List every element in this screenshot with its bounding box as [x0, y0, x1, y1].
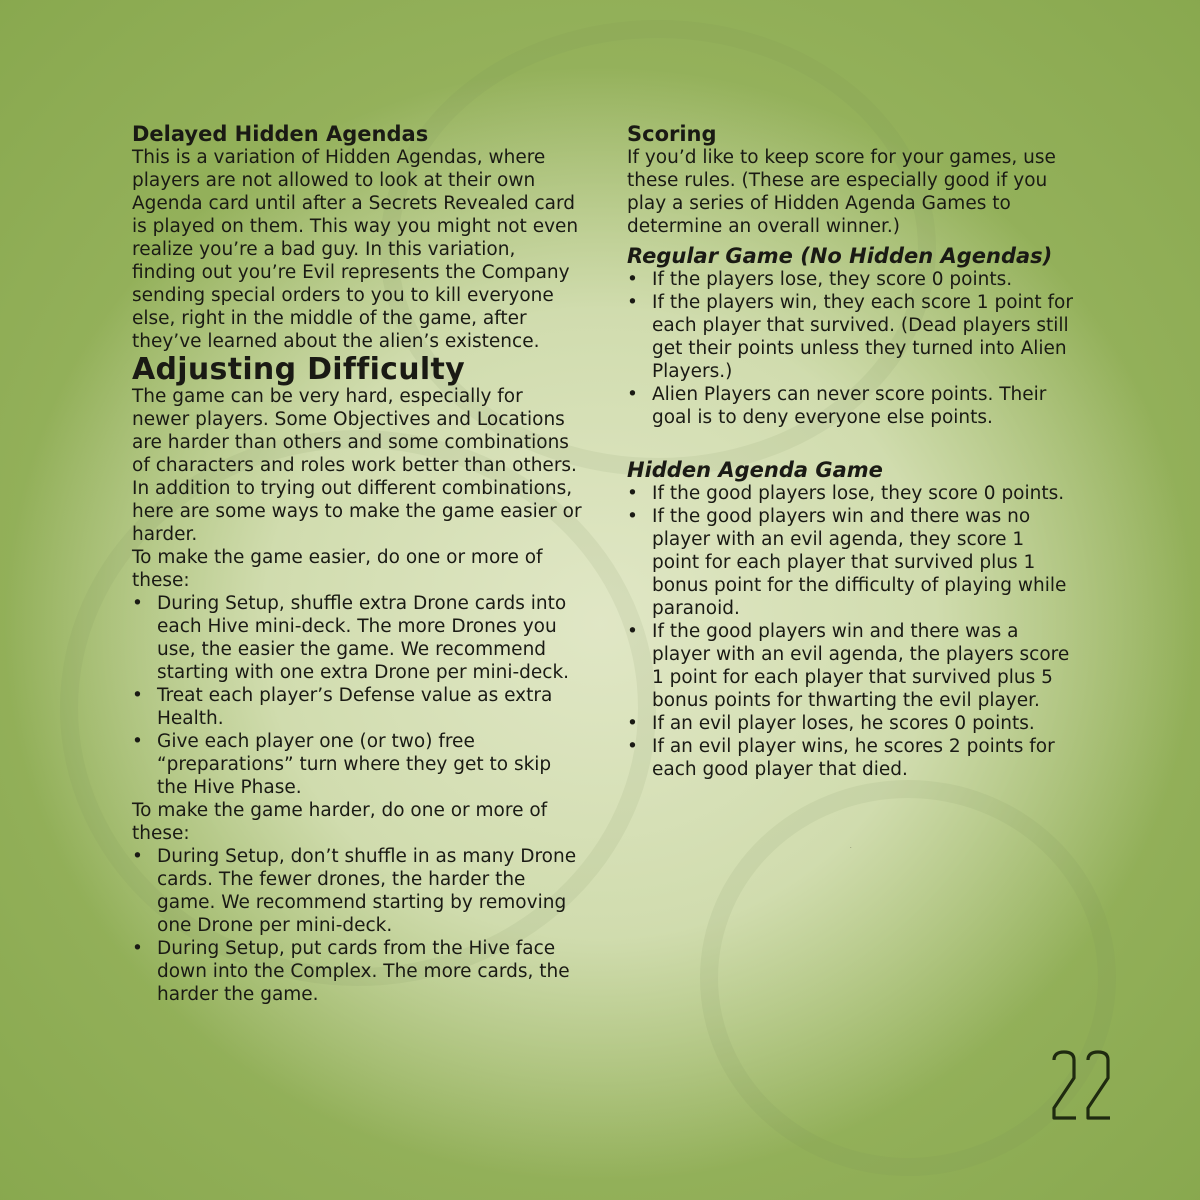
easier-intro: To make the game easier, do one or more of these:: [132, 547, 543, 591]
list-item: • If the good players win and there was a player with an evil agenda, the players score 1 point for each player that survived plus 5 bonus points for thwarting the evil player.: [627, 620, 1077, 712]
left-column: [132, 122, 582, 1006]
list-item: • If the good players win and there was no player with an evil agenda, they score 1 point for each player that survived plus 1 bonus point for the difficulty of playing while paranoid.: [627, 505, 1077, 620]
scoring-heading: Scoring: [627, 122, 717, 146]
hidden-agenda-game-heading: Hidden Agenda Game: [627, 458, 883, 482]
adjusting-difficulty-body: The game can be very hard, especially for newer players. Some Objectives and Locations are harder than others and some combinations of characters and roles work better than others. In addition to trying out different combinations, here are some ways to make the game easier or harder.: [132, 386, 582, 545]
list-item: • Give each player one (or two) free “preparations” turn where they get to skip the Hive Phase.: [132, 730, 582, 799]
page-number-digit-2: [1088, 1052, 1110, 1118]
list-item: • During Setup, shuffle extra Drone cards into each Hive mini-deck. The more Drones you use, the easier the game. We recommend starting with one extra Drone per mini-deck.: [132, 592, 582, 684]
hidden-agenda-list: [627, 482, 1077, 781]
list-item: • If the players lose, they score 0 points.: [627, 268, 1077, 291]
adjusting-difficulty-heading: Adjusting Difficulty: [132, 352, 465, 387]
list-item: • Alien Players can never score points. Their goal is to deny everyone else points.: [627, 383, 1077, 429]
list-item: • During Setup, put cards from the Hive face down into the Complex. The more cards, the harder the game.: [132, 937, 582, 1006]
easier-list: [132, 592, 582, 799]
harder-intro: To make the game harder, do one or more of these:: [132, 800, 548, 844]
list-item: • If the good players lose, they score 0 points.: [627, 482, 1077, 505]
regular-game-list: [627, 268, 1077, 429]
list-item: • If an evil player loses, he scores 0 points.: [627, 712, 1077, 735]
section-spacer: [627, 429, 1077, 452]
page-number-digit-1: [1054, 1052, 1076, 1118]
list-item: • Treat each player’s Defense value as extra Health.: [132, 684, 582, 730]
right-column: [627, 122, 1077, 781]
delayed-hidden-agendas-heading: Delayed Hidden Agendas: [132, 122, 429, 146]
scoring-body: If you’d like to keep score for your games, use these rules. (These are especially good if you play a series of Hidden Agenda Games to determine an overall winner.): [627, 147, 1056, 237]
harder-list: [132, 845, 582, 1006]
regular-game-heading: Regular Game (No Hidden Agendas): [627, 244, 1053, 268]
page-number-text: 22: [850, 848, 852, 849]
delayed-hidden-agendas-body: This is a variation of Hidden Agendas, where players are not allowed to look at their own Agenda card until after a Secrets Revealed card is played on them. This way you might not even realize you’re a bad guy. In this variation, finding out you’re Evil represents the Company sending special orders to you to kill everyone else, right in the middle of the game, after they’ve learned about the alien’s existence.: [132, 147, 579, 352]
page-number: [850, 848, 1116, 1122]
list-item: • During Setup, don’t shuffle in as many Drone cards. The fewer drones, the harder the game. We recommend starting by removing one Drone per mini-deck.: [132, 845, 582, 937]
list-item: • If an evil player wins, he scores 2 points for each good player that died.: [627, 735, 1077, 781]
list-item: • If the players win, they each score 1 point for each player that survived. (Dead players still get their points unless they turned into Alien Players.): [627, 291, 1077, 383]
